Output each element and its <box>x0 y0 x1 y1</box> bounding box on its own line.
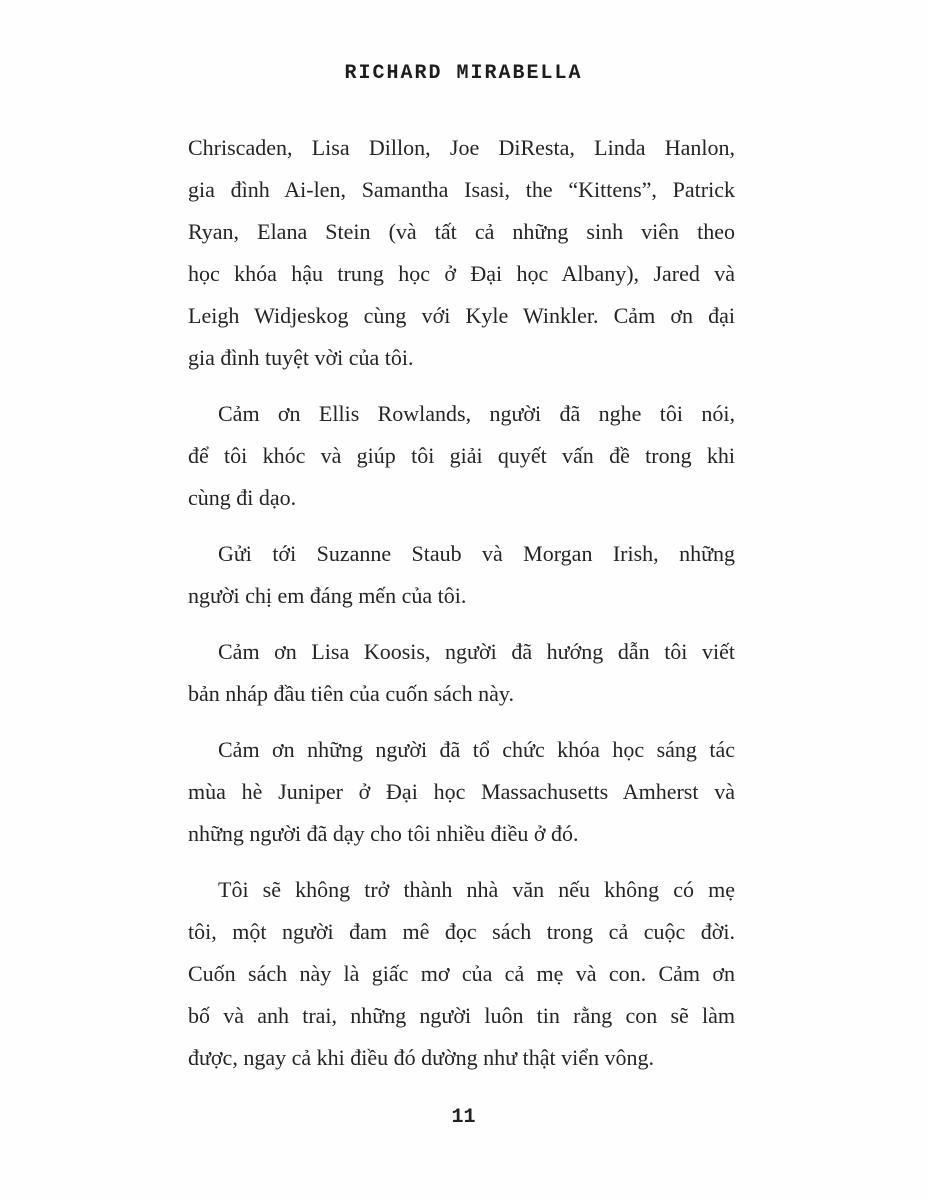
paragraph <box>188 869 735 1079</box>
text-line: được, ngay cả khi điều đó dường như thật viển vông. <box>188 1045 654 1070</box>
body-text-block <box>188 127 735 1093</box>
text-line: bản nháp đầu tiên của cuốn sách này. <box>188 681 515 706</box>
text-line: Chriscaden, Lisa Dillon, Joe DiResta, Linda Hanlon, <box>188 135 735 160</box>
text-line: người chị em đáng mến của tôi. <box>188 583 467 608</box>
text-line: mùa hè Juniper ở Đại học Massachusetts Amherst và <box>188 779 735 804</box>
text-line: Cảm ơn Lisa Koosis, người đã hướng dẫn tôi viết <box>218 639 735 664</box>
page-number: 11 <box>451 1106 476 1129</box>
text-line: những người đã dạy cho tôi nhiều điều ở đó. <box>188 821 579 846</box>
running-header-author: RICHARD MIRABELLA <box>344 62 583 85</box>
text-line: Tôi sẽ không trở thành nhà văn nếu không có mẹ <box>218 877 735 902</box>
text-line: Cảm ơn Ellis Rowlands, người đã nghe tôi nói, <box>218 401 735 426</box>
paragraph <box>188 393 735 519</box>
text-line: gia đình tuyệt vời của tôi. <box>188 345 414 370</box>
paragraph <box>188 127 735 379</box>
text-line: Ryan, Elana Stein (và tất cả những sinh viên theo <box>188 219 735 244</box>
paragraph <box>188 631 735 715</box>
text-line: Gửi tới Suzanne Staub và Morgan Irish, những <box>218 541 735 566</box>
text-line: Leigh Widjeskog cùng với Kyle Winkler. Cảm ơn đại <box>188 303 735 328</box>
text-line: gia đình Ai-len, Samantha Isasi, the “Kittens”, Patrick <box>188 177 735 202</box>
paragraph <box>188 729 735 855</box>
text-line: học khóa hậu trung học ở Đại học Albany), Jared và <box>188 261 735 286</box>
text-line: Cảm ơn những người đã tổ chức khóa học sáng tác <box>218 737 735 762</box>
paragraph <box>188 533 735 617</box>
text-line: bố và anh trai, những người luôn tin rằng con sẽ làm <box>188 1003 735 1028</box>
text-line: để tôi khóc và giúp tôi giải quyết vấn đề trong khi <box>188 443 735 468</box>
text-line: tôi, một người đam mê đọc sách trong cả cuộc đời. <box>188 919 735 944</box>
text-line: Cuốn sách này là giấc mơ của cả mẹ và con. Cảm ơn <box>188 961 735 986</box>
text-line: cùng đi dạo. <box>188 485 297 510</box>
